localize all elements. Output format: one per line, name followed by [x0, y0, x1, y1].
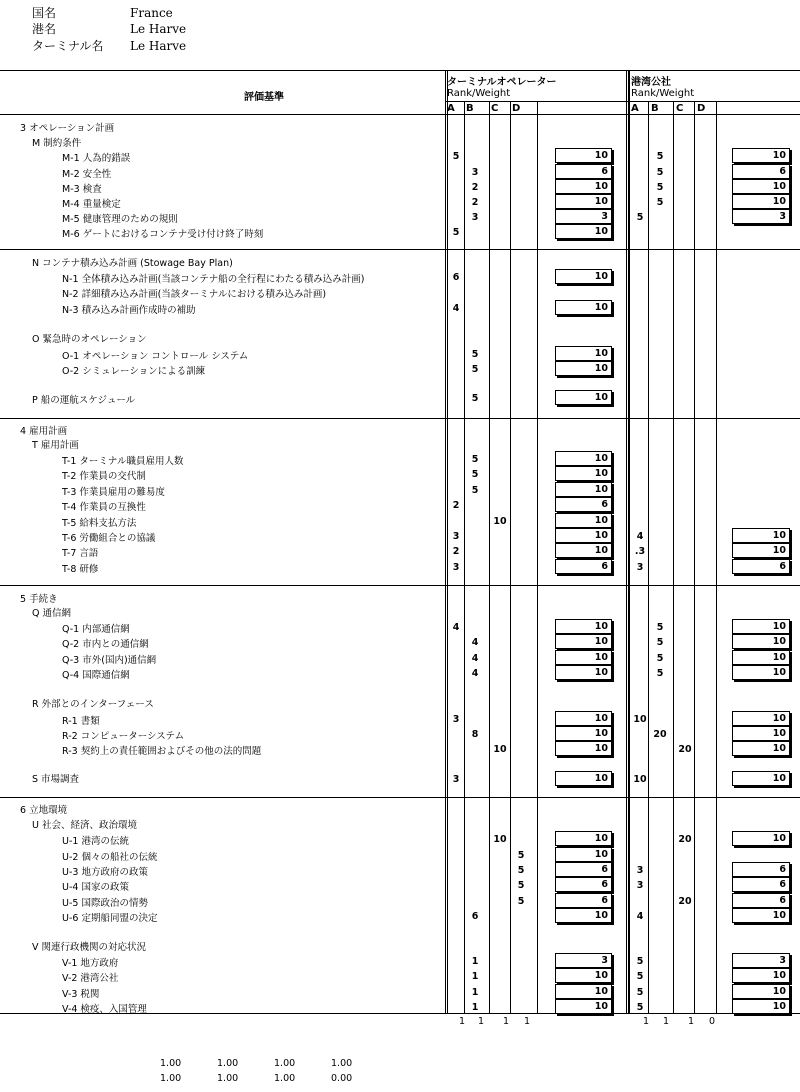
column-divider [648, 101, 649, 1013]
terminal-weight-box: 6 [555, 559, 612, 574]
criterion-label: T-2 作業員の交代制 [62, 471, 146, 482]
terminal-weight-box: 6 [555, 497, 612, 512]
terminal-col-header: D [512, 103, 521, 114]
terminal-rank-value: 2 [471, 197, 479, 208]
criterion-label: T-4 作業員の互換性 [62, 502, 146, 513]
terminal-column-sum: 1 [478, 1016, 485, 1027]
terminal-rank-value: 5 [471, 454, 479, 465]
port-weight-box: 6 [732, 862, 790, 877]
section-divider [0, 585, 800, 586]
footer-total-value: 0.00 [331, 1073, 353, 1084]
terminal-rank-value: 5 [517, 896, 525, 907]
port-weight-box: 10 [732, 634, 790, 649]
info-label: 国名 [32, 6, 57, 20]
terminal-weight-box: 10 [555, 543, 612, 558]
criterion-label: T-6 労働組合との協議 [62, 533, 156, 544]
port-rank-value: 5 [636, 212, 644, 223]
port-rank-value: 20 [678, 896, 692, 907]
port-weight-box: 10 [732, 984, 790, 999]
terminal-rank-value: 8 [471, 729, 479, 740]
criterion-label: V-1 地方政府 [62, 958, 119, 969]
port-rank-value: 20 [678, 834, 692, 845]
port-rank-value: 5 [656, 151, 664, 162]
subsection-title: S 市場調査 [32, 774, 80, 785]
criterion-label: U-1 港湾の伝統 [62, 836, 129, 847]
port-column-sum: 1 [663, 1016, 670, 1027]
port-rank-value: 3 [636, 562, 644, 573]
criterion-label: T-1 ターミナル職員雇用人数 [62, 456, 184, 467]
port-weight-box: 6 [732, 164, 790, 179]
criterion-label: V-2 港湾公社 [62, 973, 119, 984]
criterion-label: U-6 定期船同盟の決定 [62, 913, 158, 924]
footer-total-value: 1.00 [217, 1058, 239, 1069]
terminal-rank-value: 5 [471, 349, 479, 360]
criterion-label: U-3 地方政府の政策 [62, 867, 148, 878]
port-rank-value: 4 [636, 911, 644, 922]
port-rank-weight: Rank/Weight [631, 88, 695, 99]
terminal-rank-value: 1 [471, 987, 479, 998]
port-weight-box: 10 [732, 999, 790, 1014]
port-weight-box: 6 [732, 559, 790, 574]
info-label: ターミナル名 [32, 39, 104, 53]
port-weight-box: 10 [732, 543, 790, 558]
terminal-weight-box: 10 [555, 466, 612, 481]
terminal-weight-box: 6 [555, 877, 612, 892]
terminal-weight-box: 10 [555, 726, 612, 741]
criterion-label: M-6 ゲートにおけるコンテナ受け付け終了時刻 [62, 229, 264, 240]
terminal-weight-box: 10 [555, 300, 612, 315]
criterion-label: T-7 言語 [62, 548, 99, 559]
port-rank-value: 5 [636, 956, 644, 967]
port-column-sum: 1 [643, 1016, 650, 1027]
criterion-label: Q-3 市外(国内)通信網 [62, 655, 157, 666]
section-divider [0, 249, 800, 250]
terminal-weight-box: 10 [555, 224, 612, 239]
criterion-label: U-5 国際政治の情勢 [62, 898, 148, 909]
terminal-weight-box: 10 [555, 984, 612, 999]
port-rank-value: 5 [656, 622, 664, 633]
terminal-column-sum: 1 [459, 1016, 466, 1027]
terminal-weight-box: 10 [555, 831, 612, 846]
port-weight-box: 3 [732, 953, 790, 968]
terminal-weight-box: 3 [555, 953, 612, 968]
criterion-label: T-5 給料支払方法 [62, 518, 137, 529]
port-weight-box: 10 [732, 771, 790, 786]
info-label: 港名 [32, 22, 57, 36]
criterion-label: R-1 書類 [62, 716, 100, 727]
port-weight-box: 10 [732, 179, 790, 194]
criterion-label: V-3 税関 [62, 989, 100, 1000]
criterion-label: O-1 オペレーション コントロール システム [62, 351, 249, 362]
subsection-title: M 制約条件 [32, 138, 82, 149]
terminal-column-sum: 1 [524, 1016, 531, 1027]
info-value: Le Harve [130, 22, 187, 36]
terminal-rank-value: 3 [471, 167, 479, 178]
terminal-rank-value: 10 [493, 516, 507, 527]
terminal-weight-box: 10 [555, 346, 612, 361]
terminal-weight-box: 10 [555, 999, 612, 1014]
criterion-label: U-2 個々の船社の伝統 [62, 852, 158, 863]
terminal-weight-box: 10 [555, 194, 612, 209]
criterion-label: T-3 作業員雇用の難易度 [62, 487, 165, 498]
terminal-weight-box: 10 [555, 908, 612, 923]
port-column-sum: 0 [709, 1016, 716, 1027]
section-title: 4 雇用計画 [20, 426, 68, 437]
terminal-rank-value: 5 [517, 865, 525, 876]
terminal-weight-box: 10 [555, 513, 612, 528]
terminal-weight-box: 3 [555, 209, 612, 224]
section-title: 6 立地環境 [20, 805, 68, 816]
port-weight-box: 10 [732, 726, 790, 741]
subsection-title: R 外部とのインターフェース [32, 699, 154, 710]
column-divider [510, 101, 511, 1013]
section-title: 5 手続き [20, 594, 58, 605]
port-rank-value: 20 [678, 744, 692, 755]
port-rank-value: 5 [636, 1002, 644, 1013]
terminal-rank-value: 10 [493, 744, 507, 755]
terminal-rank-value: 5 [471, 469, 479, 480]
criterion-label: N-2 詳細積み込み計画(当該ターミナルにおける積み込み計画) [62, 289, 327, 300]
terminal-rank-value: 3 [452, 714, 460, 725]
port-column-sum: 1 [688, 1016, 695, 1027]
terminal-weight-box: 6 [555, 862, 612, 877]
port-col-header: A [631, 103, 639, 114]
terminal-rank-value: 1 [471, 971, 479, 982]
info-row [32, 5, 332, 21]
terminal-rank-value: 1 [471, 1002, 479, 1013]
port-rank-value: 5 [656, 653, 664, 664]
terminal-rank-value: 5 [471, 364, 479, 375]
info-value: France [130, 6, 173, 20]
terminal-weight-box: 10 [555, 361, 612, 376]
port-rank-value: 4 [636, 531, 644, 542]
section-title: 3 オペレーション計画 [20, 123, 115, 134]
terminal-rank-value: 3 [452, 562, 460, 573]
port-rank-value: 10 [633, 714, 647, 725]
subsection-title: T 雇用計画 [32, 440, 79, 451]
terminal-weight-box: 10 [555, 269, 612, 284]
terminal-rank-value: 5 [452, 151, 460, 162]
info-row [32, 21, 332, 37]
terminal-rank-value: 5 [517, 880, 525, 891]
port-weight-box: 10 [732, 619, 790, 634]
criterion-label: M-3 検査 [62, 184, 102, 195]
terminal-rank-value: 3 [452, 774, 460, 785]
port-rank-value: 10 [633, 774, 647, 785]
terminal-operator-header: ターミナルオペレーター [447, 77, 557, 88]
port-authority-header: 港湾公社 [631, 77, 671, 88]
terminal-weight-box: 10 [555, 179, 612, 194]
port-rank-value: 3 [636, 880, 644, 891]
terminal-weight-box: 10 [555, 148, 612, 163]
terminal-rank-value: 6 [452, 272, 460, 283]
table-top-border [0, 70, 800, 71]
port-weight-box: 6 [732, 893, 790, 908]
port-weight-box: 10 [732, 968, 790, 983]
criterion-label: Q-1 内部通信網 [62, 624, 130, 635]
terminal-weight-box: 10 [555, 741, 612, 756]
port-rank-value: .3 [634, 546, 646, 557]
subsection-title: O 緊急時のオペレーション [32, 334, 147, 345]
column-divider [673, 101, 674, 1013]
info-value: Le Harve [130, 39, 187, 53]
port-weight-box: 10 [732, 711, 790, 726]
port-weight-box: 3 [732, 209, 790, 224]
terminal-rank-value: 2 [452, 500, 460, 511]
port-rank-value: 5 [656, 182, 664, 193]
criterion-label: M-5 健康管理のための規則 [62, 214, 178, 225]
terminal-weight-box: 10 [555, 711, 612, 726]
subsection-title: V 関連行政機関の対応状況 [32, 942, 147, 953]
port-weight-box: 10 [732, 194, 790, 209]
column-divider [716, 101, 717, 1013]
column-divider [445, 70, 448, 1013]
terminal-column-sum: 1 [503, 1016, 510, 1027]
terminal-rank-value: 5 [452, 227, 460, 238]
terminal-rank-value: 4 [452, 303, 460, 314]
terminal-weight-box: 10 [555, 451, 612, 466]
port-rank-value: 5 [636, 971, 644, 982]
terminal-rank-value: 2 [471, 182, 479, 193]
column-divider [489, 101, 490, 1013]
terminal-col-header: C [491, 103, 499, 114]
port-weight-box: 10 [732, 741, 790, 756]
terminal-weight-box: 10 [555, 650, 612, 665]
subsection-title: U 社会、経済、政治環境 [32, 820, 137, 831]
port-weight-box: 6 [732, 877, 790, 892]
port-rank-value: 5 [656, 167, 664, 178]
port-col-header: D [697, 103, 706, 114]
criterion-label: M-2 安全性 [62, 169, 112, 180]
header-bottom-border [0, 114, 800, 115]
port-weight-box: 10 [732, 665, 790, 680]
terminal-rank-value: 5 [517, 850, 525, 861]
terminal-rank-value: 2 [452, 546, 460, 557]
criterion-label: U-4 国家の政策 [62, 882, 129, 893]
footer-total-value: 1.00 [160, 1073, 182, 1084]
subsection-title: Q 通信網 [32, 608, 71, 619]
footer-total-value: 1.00 [217, 1073, 239, 1084]
port-rank-value: 5 [656, 637, 664, 648]
terminal-col-header: B [466, 103, 474, 114]
terminal-rank-value: 4 [471, 653, 479, 664]
rank-header-divider [446, 101, 800, 102]
port-rank-value: 20 [653, 729, 667, 740]
criterion-label: Q-2 市内との通信網 [62, 639, 149, 650]
port-rank-value: 5 [656, 668, 664, 679]
terminal-weight-box: 10 [555, 847, 612, 862]
footer-total-value: 1.00 [274, 1058, 296, 1069]
column-divider [629, 70, 630, 1013]
terminal-rank-value: 3 [452, 531, 460, 542]
terminal-rank-value: 4 [452, 622, 460, 633]
terminal-weight-box: 10 [555, 665, 612, 680]
terminal-rank-value: 5 [471, 485, 479, 496]
criterion-label: N-1 全体積み込み計画(当該コンテナ船の全行程にわたる積み込み計画) [62, 274, 365, 285]
port-weight-box: 10 [732, 148, 790, 163]
port-rank-value: 5 [656, 197, 664, 208]
footer-total-value: 1.00 [160, 1058, 182, 1069]
terminal-weight-box: 10 [555, 968, 612, 983]
criterion-label: O-2 シミュレーションによる訓練 [62, 366, 206, 377]
subsection-title: P 船の運航スケジュール [32, 395, 136, 406]
terminal-weight-box: 6 [555, 893, 612, 908]
terminal-rank-value: 10 [493, 834, 507, 845]
criterion-label: Q-4 国際通信網 [62, 670, 130, 681]
terminal-rank-value: 6 [471, 911, 479, 922]
port-weight-box: 10 [732, 908, 790, 923]
terminal-rank-value: 4 [471, 637, 479, 648]
port-col-header: C [676, 103, 684, 114]
column-divider [537, 101, 538, 1013]
subsection-title: N コンテナ積み込み計画 (Stowage Bay Plan) [32, 258, 233, 269]
terminal-weight-box: 6 [555, 164, 612, 179]
criterion-label: M-1 人為的錯誤 [62, 153, 131, 164]
port-rank-value: 3 [636, 865, 644, 876]
terminal-weight-box: 10 [555, 528, 612, 543]
terminal-weight-box: 10 [555, 482, 612, 497]
port-rank-value: 5 [636, 987, 644, 998]
criterion-label: N-3 積み込み計画作成時の補助 [62, 305, 196, 316]
footer-total-value: 1.00 [274, 1073, 296, 1084]
footer-total-value: 1.00 [331, 1058, 353, 1069]
terminal-rank-value: 1 [471, 956, 479, 967]
column-divider [694, 101, 695, 1013]
criterion-label: M-4 重量検定 [62, 199, 121, 210]
section-divider [0, 797, 800, 798]
port-weight-box: 10 [732, 528, 790, 543]
terminal-rank-value: 4 [471, 668, 479, 679]
criterion-label: V-4 検疫、入国管理 [62, 1004, 147, 1015]
port-weight-box: 10 [732, 650, 790, 665]
port-col-header: B [651, 103, 659, 114]
info-row [32, 38, 332, 54]
terminal-rank-weight: Rank/Weight [447, 88, 511, 99]
terminal-weight-box: 10 [555, 771, 612, 786]
criterion-label: T-8 研修 [62, 564, 99, 575]
terminal-rank-value: 3 [471, 212, 479, 223]
terminal-weight-box: 10 [555, 619, 612, 634]
criterion-label: R-2 コンピューターシステム [62, 731, 185, 742]
column-divider [464, 101, 465, 1013]
terminal-weight-box: 10 [555, 390, 612, 405]
criterion-label: R-3 契約上の責任範囲およびその他の法的問題 [62, 746, 262, 757]
criteria-header: 評価基準 [244, 92, 284, 103]
port-weight-box: 10 [732, 831, 790, 846]
terminal-weight-box: 10 [555, 634, 612, 649]
terminal-rank-value: 5 [471, 393, 479, 404]
terminal-col-header: A [447, 103, 455, 114]
section-divider [0, 418, 800, 419]
